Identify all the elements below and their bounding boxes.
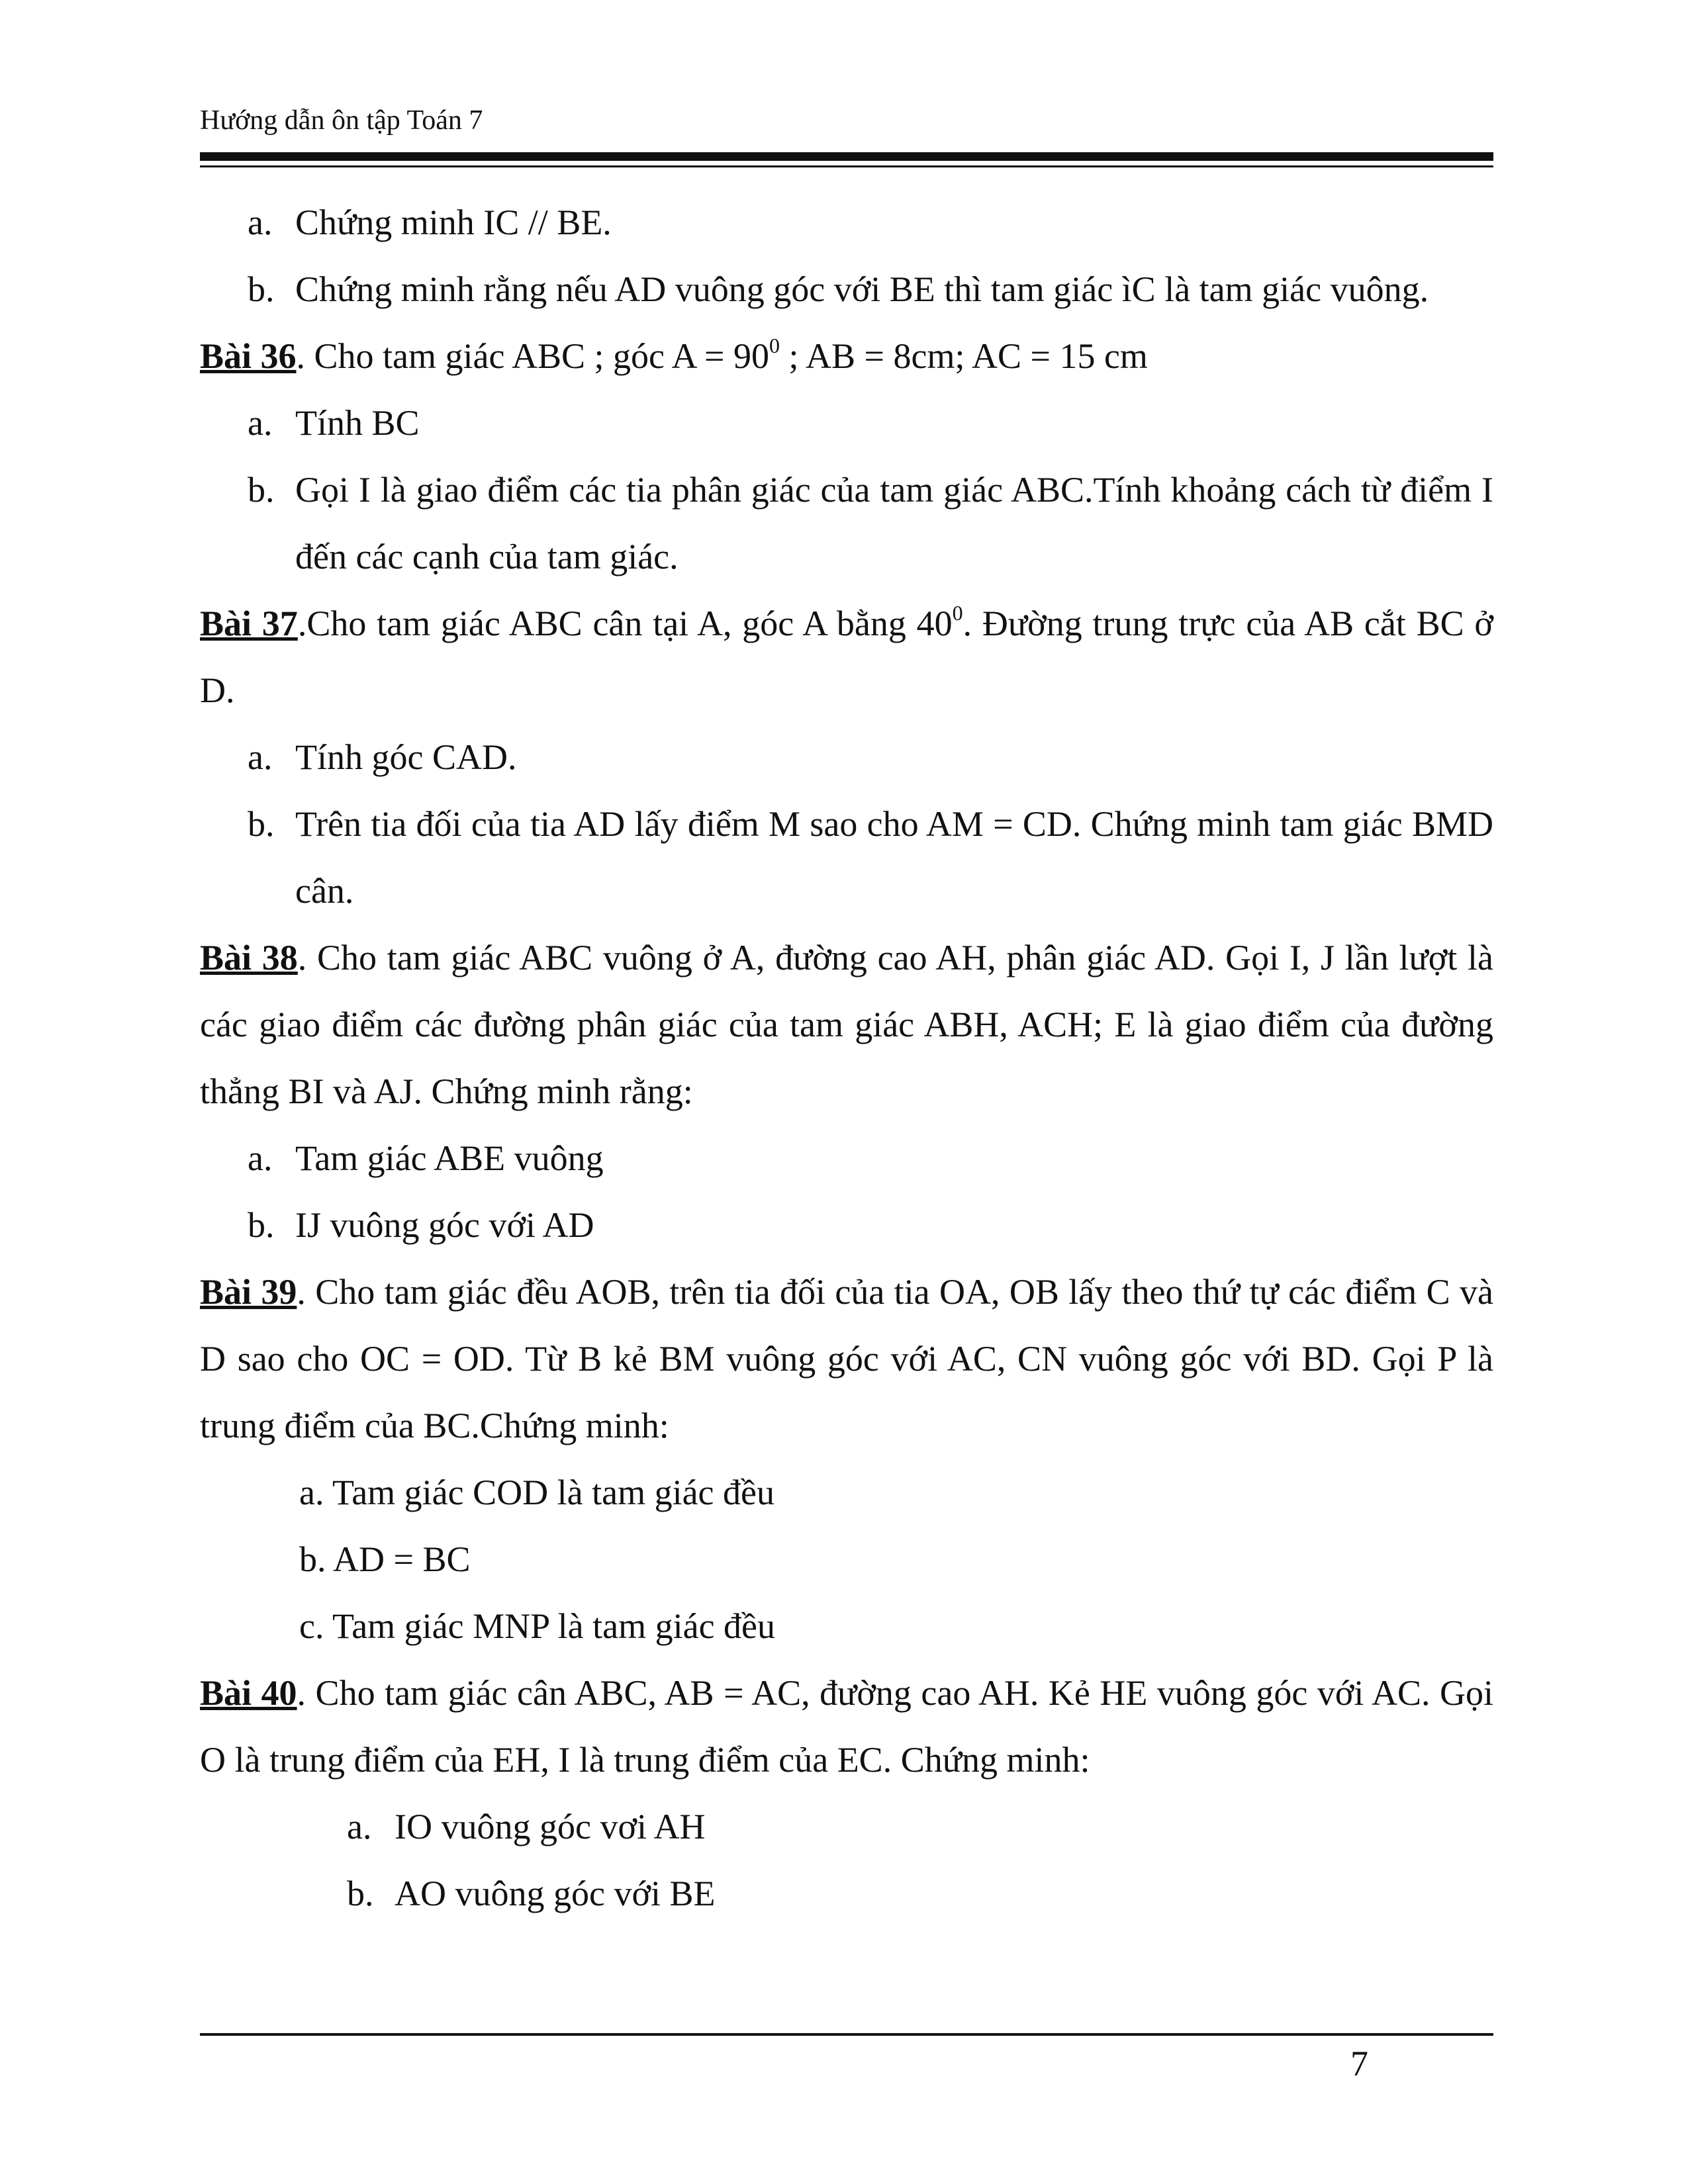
item-text: Chứng minh rằng nếu AD vuông góc với BE thì tam giác ìC là tam giác vuông. [295,269,1429,309]
list-item [200,390,1493,457]
item-marker: a. [248,1138,273,1178]
document-body [200,189,1493,1927]
footer-rule [200,2033,1493,2036]
list-item [200,1125,1493,1192]
header-rule-thin [200,165,1493,167]
exercise-label: Bài 37 [200,604,298,643]
exercise-37 [200,590,1493,724]
exercise-39 [200,1259,1493,1459]
item-text: Chứng minh IC // BE. [295,203,612,242]
item-text: Tam giác ABE vuông [295,1138,604,1178]
item-marker: b. [248,1205,275,1245]
header-rule-thick [200,152,1493,161]
item-text: Gọi I là giao điểm các tia phân giác của tam giác ABC.Tính khoảng cách từ điểm I đến các cạnh của tam giác. [295,470,1493,576]
item-text: IO vuông góc vơi AH [395,1807,706,1846]
item-marker: b. [248,470,275,510]
list-item [200,256,1493,323]
item-marker: b. [248,804,275,844]
page-header-title: Hướng dẫn ôn tập Toán 7 [200,105,483,136]
list-item [200,724,1493,791]
item-marker: a. [248,737,273,777]
list-item: b. AD = BC [299,1539,471,1579]
item-text: Tính BC [295,403,420,443]
exercise-label: Bài 40 [200,1673,297,1713]
exercise-text: . Cho tam giác ABC ; góc A = 90 [296,336,769,376]
degree-superscript: 0 [769,334,780,357]
page-number: 7 [1350,2044,1368,2083]
exercise-label: Bài 36 [200,336,297,376]
exercise-text-after: . Đường trung trực của AB cắt BC ở D. [200,604,1493,710]
exercise-text: . Cho tam giác ABC vuông ở A, đường cao AH, phân giác AD. Gọi I, J lần lượt là các giao điểm các đường phân giác của tam giác ABH, ACH; E là giao điểm của đường thẳng BI và AJ. Chứng minh rằng: [200,938,1493,1111]
item-text: Trên tia đối của tia AD lấy điểm M sao cho AM = CD. Chứng minh tam giác BMD cân. [295,804,1493,911]
list-item [200,1192,1493,1259]
item-marker: b. [248,269,275,309]
exercise-text: . Cho tam giác đều AOB, trên tia đối của tia OA, OB lấy theo thứ tự các điểm C và D sao cho OC = OD. Từ B kẻ BM vuông góc với AC, CN vuông góc với BD. Gọi P là trung điểm của BC.Chứng minh: [200,1272,1493,1445]
exercise-36 [200,323,1493,390]
exercise-text-after: ; AB = 8cm; AC = 15 cm [779,336,1148,376]
exercise-text: . Cho tam giác cân ABC, AB = AC, đường cao AH. Kẻ HE vuông góc với AC. Gọi O là trung điểm của EH, I là trung điểm của EC. Chứng minh: [200,1673,1493,1780]
item-marker: a. [248,203,273,242]
list-item [200,457,1493,590]
exercise-label: Bài 39 [200,1272,297,1312]
item-marker: a. [248,403,273,443]
item-text: Tính góc CAD. [295,737,517,777]
item-text: AO vuông góc với BE [395,1874,716,1913]
item-marker: a. [347,1807,372,1846]
exercise-text: .Cho tam giác ABC cân tại A, góc A bằng 40 [297,604,953,643]
list-item [200,1794,1493,1860]
list-item: a. Tam giác COD là tam giác đều [299,1473,774,1512]
list-item [200,791,1493,925]
list-item: c. Tam giác MNP là tam giác đều [299,1606,776,1646]
exercise-label: Bài 38 [200,938,298,978]
exercise-38 [200,925,1493,1125]
list-item [200,1860,1493,1927]
exercise-40 [200,1660,1493,1794]
degree-superscript: 0 [952,601,963,625]
item-marker: b. [347,1874,374,1913]
list-item [200,189,1493,256]
item-text: IJ vuông góc với AD [295,1205,594,1245]
